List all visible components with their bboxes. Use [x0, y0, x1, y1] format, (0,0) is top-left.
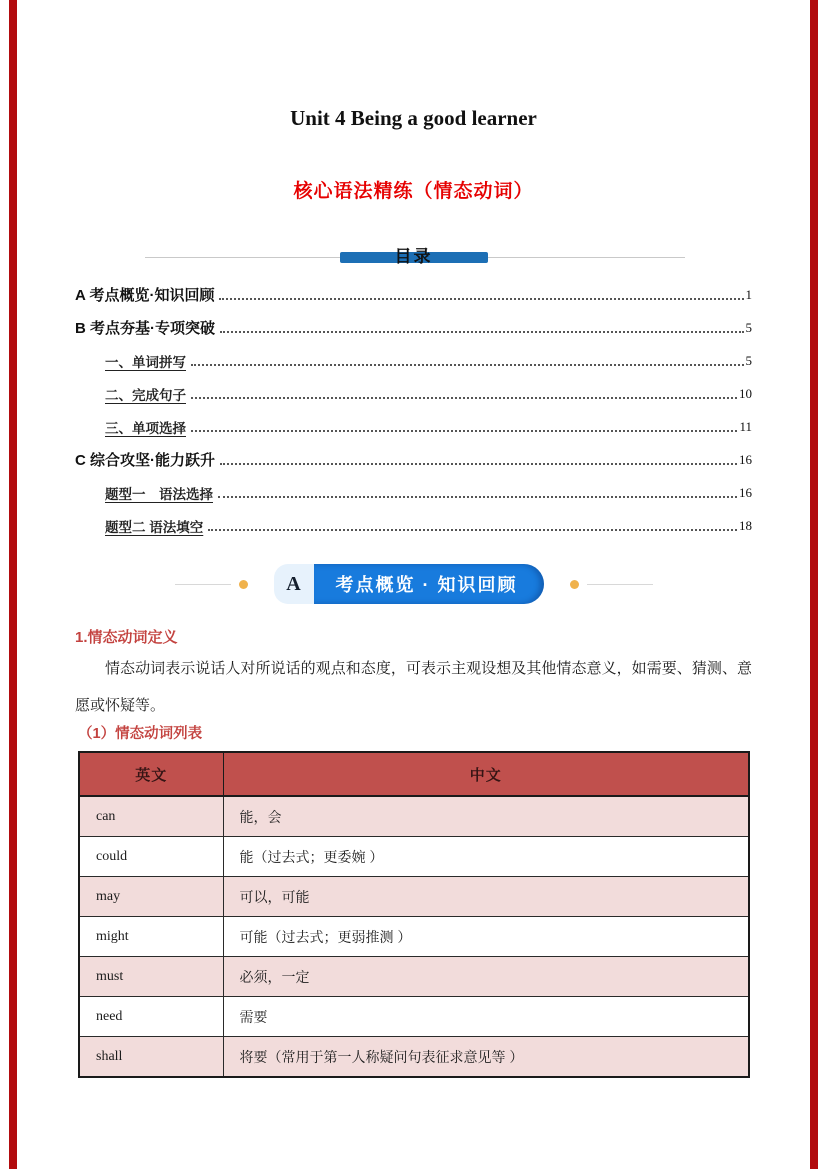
table-cell-english: can	[79, 796, 223, 837]
badge-title: 考点概览 · 知识回顾	[314, 564, 544, 604]
toc-item-page-number: 10	[739, 385, 752, 401]
table-cell-chinese: 需要	[223, 997, 749, 1037]
toc-header-title: 目录	[394, 247, 433, 266]
table-cell-chinese: 将要（常用于第一人称疑问句表征求意见等 ）	[223, 1037, 749, 1078]
toc-item-label[interactable]: 三、单项选择	[105, 420, 186, 436]
toc-header	[75, 244, 752, 274]
table-row	[79, 917, 749, 957]
toc-item-page-number: 18	[739, 517, 752, 533]
banner-line-left	[175, 584, 231, 585]
toc-dot-leader	[191, 387, 737, 399]
toc-item-label[interactable]: C 综合攻坚·能力跃升	[75, 452, 215, 469]
toc-dot-leader	[220, 453, 737, 465]
toc-item-label[interactable]: B 考点夯基·专项突破	[75, 320, 215, 337]
banner-dot-right-icon	[570, 580, 579, 589]
table-cell-english: may	[79, 877, 223, 917]
toc-item-label[interactable]: 一、单词拼写	[105, 354, 186, 370]
table-header-english: 英文	[79, 752, 223, 796]
toc-item-page-number: 5	[745, 352, 752, 368]
toc-item[interactable]	[75, 377, 752, 410]
toc-item[interactable]	[75, 344, 752, 377]
toc-item-label[interactable]: A 考点概览·知识回顾	[75, 287, 215, 304]
toc-item-label[interactable]: 题型一 语法选择	[105, 486, 213, 502]
table-header-row	[79, 752, 749, 796]
table-cell-chinese: 可能（过去式；更弱推测 ）	[223, 917, 749, 957]
toc-dot-leader	[191, 420, 737, 432]
table-cell-english: could	[79, 837, 223, 877]
table-row	[79, 877, 749, 917]
toc-item-page-number: 16	[739, 484, 752, 500]
table-cell-english: might	[79, 917, 223, 957]
toc-item[interactable]	[75, 410, 752, 443]
toc-item-label[interactable]: 二、完成句子	[105, 387, 186, 403]
table-row	[79, 1037, 749, 1078]
document-subtitle: 核心语法精练（情态动词）	[293, 181, 534, 202]
toc-item[interactable]	[75, 476, 752, 509]
table-row	[79, 837, 749, 877]
document-title: Unit 4 Being a good learner	[290, 106, 537, 130]
section-a-badge	[274, 564, 544, 604]
toc-dot-leader	[208, 519, 737, 531]
toc-item[interactable]	[75, 278, 752, 311]
toc-item-page-number: 11	[739, 418, 752, 434]
toc-item-label[interactable]: 题型二 语法填空	[105, 519, 204, 535]
section-subheading: （1）情态动词列表	[78, 726, 203, 742]
section-paragraph: 情态动词表示说话人对所说话的观点和态度，可表示主观设想及其他情态意义，如需要、猜测、意愿或怀疑等。	[75, 660, 752, 714]
toc-item[interactable]	[75, 311, 752, 344]
banner-dot-left-icon	[239, 580, 248, 589]
table-cell-chinese: 必须，一定	[223, 957, 749, 997]
table-cell-english: need	[79, 997, 223, 1037]
section-banner	[0, 563, 827, 605]
toc-list	[75, 278, 752, 542]
toc-item[interactable]	[75, 509, 752, 542]
toc-dot-leader	[191, 354, 744, 366]
toc-item-page-number: 16	[739, 451, 752, 467]
toc-item-page-number: 5	[745, 319, 752, 335]
badge-letter: A	[274, 564, 314, 604]
table-row	[79, 957, 749, 997]
toc-dot-leader	[218, 486, 737, 498]
table-cell-english: must	[79, 957, 223, 997]
toc-dot-leader	[220, 321, 744, 333]
toc-item[interactable]	[75, 443, 752, 476]
table-cell-chinese: 能，会	[223, 796, 749, 837]
banner-line-right	[587, 584, 653, 585]
modal-verbs-table	[78, 751, 750, 1078]
section-heading: 1.情态动词定义	[75, 629, 178, 646]
table-header-chinese: 中文	[223, 752, 749, 796]
table-cell-chinese: 可以，可能	[223, 877, 749, 917]
table-row	[79, 796, 749, 837]
table-cell-chinese: 能（过去式；更委婉 ）	[223, 837, 749, 877]
toc-item-page-number: 1	[745, 286, 752, 302]
table-row	[79, 997, 749, 1037]
table-cell-english: shall	[79, 1037, 223, 1078]
toc-dot-leader	[219, 288, 743, 300]
